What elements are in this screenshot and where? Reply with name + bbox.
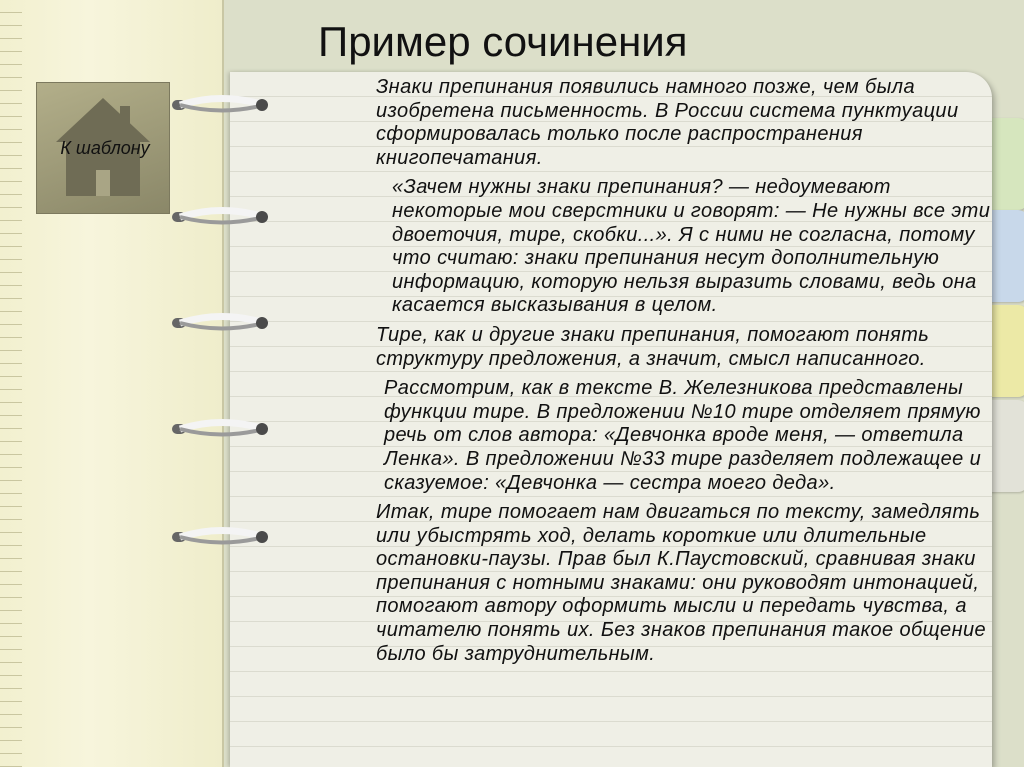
essay-text	[284, 76, 1000, 672]
essay-paragraph: «Зачем нужны знаки препинания? — недоумевают некоторые мои сверстники и говорят: — Не нужны все эти двоеточия, тире, скобки...». Я с ними не согласна, потому что считаю: знаки препинания несут дополнительную информацию, которую нельзя выразить словами, ведь она касается высказывания в целом.	[392, 176, 991, 317]
essay-paragraph: Знаки препинания появились намного позже, чем была изобретена письменность. В России система пунктуации сформировалась только после распространения книгопечатания.	[376, 76, 959, 169]
essay-paragraph: Рассмотрим, как в тексте В. Железникова представлены функции тире. В предложении №10 тире отделяет прямую речь от слов автора: «Девчонка вроде меня, — ответила Ленка». В предложении №33 тире разделяет подлежащее и сказуемое: «Девчонка — сестра моего деда».	[384, 377, 982, 494]
binder-ring	[172, 312, 272, 334]
ruler-marks	[0, 0, 22, 767]
binder-ring	[172, 526, 272, 548]
home-button-label: К шаблону	[60, 138, 150, 158]
essay-paragraph: Тире, как и другие знаки препинания, помогают понять структуру предложения, а значит, смысл написанного.	[376, 323, 930, 370]
binder-ring	[172, 418, 272, 440]
essay-paragraph: Итак, тире помогает нам двигаться по тексту, замедлять или убыстрять ход, делать короткие или длительные остановки-паузы. Прав был К.Паустовский, сравнивая знаки препинания с нотными знаками: они руководят интонацией, помогают автору оформить мысли и передать чувства, а читателю понять их. Без знаков препинания такое общение было бы затруднительным.	[376, 501, 987, 665]
binder-ring	[172, 206, 272, 228]
binder-ring	[172, 94, 272, 116]
page-title: Пример сочинения	[318, 18, 688, 65]
home-template-button[interactable]	[36, 82, 170, 214]
